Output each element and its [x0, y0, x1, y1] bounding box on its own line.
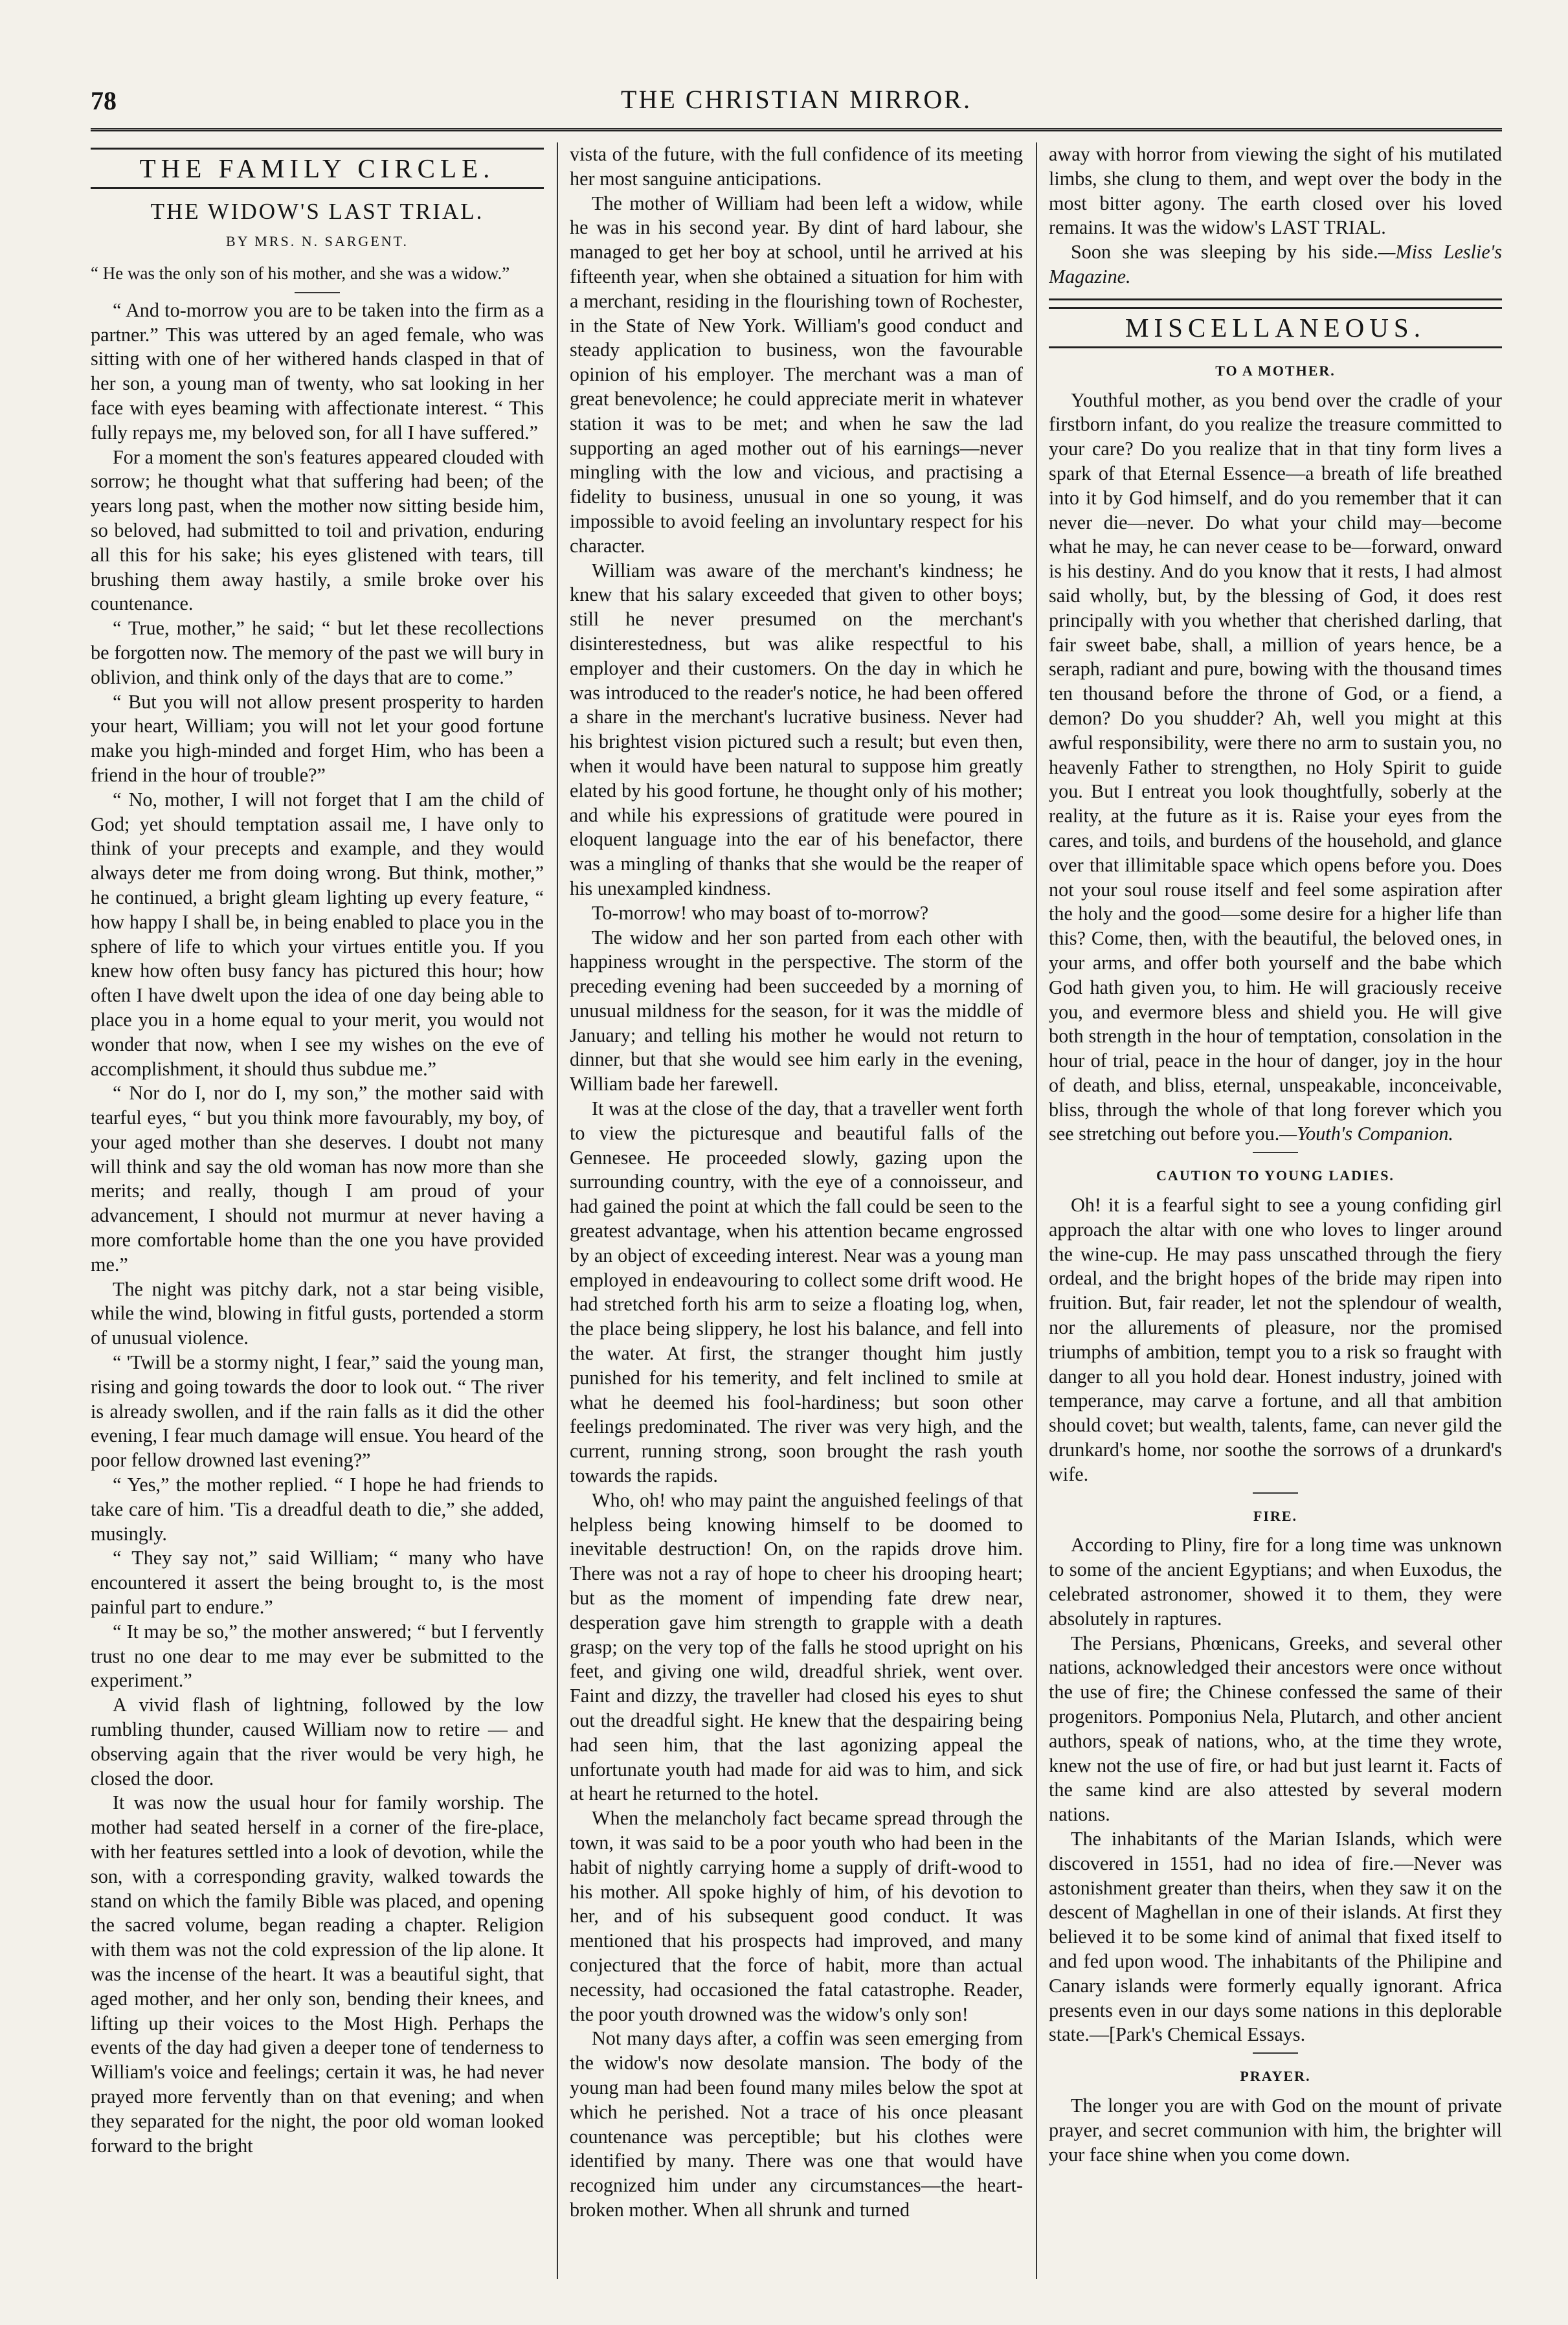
separator	[295, 292, 340, 293]
paragraph	[1049, 240, 1502, 289]
paragraph: vista of the future, with the full confidence of its meeting her most sanguine anticipations.	[570, 143, 1023, 190]
paragraph	[1049, 388, 1502, 1147]
newspaper-title: THE CHRISTIAN MIRROR.	[621, 85, 972, 114]
paragraph: Who, oh! who may paint the anguished feelings of that helpless being knowing himself to be doomed to inevitable destruction! On, on the rapids drove him. There was not a ray of hope to cheer his drooping heart; but as the moment of impending fate drew near, desperation gave him strength to grapple with a death grasp; on the very top of the falls he stood upright on his feet, and giving one wild, dreadful shriek, went over. Faint and dizzy, the traveller had closed his eyes to shut out the dreadful sight. He knew that the despairing being had seen him, that the last agonizing appeal the unfortunate youth had made for aid was to him, and sick at heart he returned to the hotel.	[570, 1488, 1023, 1805]
paragraph: “ Nor do I, nor do I, my son,” the mother said with tearful eyes, “ but you think more favourably, my boy, of your aged mother than she deserves. I doubt not many will think and say the old woman has now more than she merits; and really, though I am proud of your advancement, I should not murmur at never having a more comfortable home than the one you have provided me.”	[91, 1082, 544, 1275]
paragraph: The Persians, Phœnicans, Greeks, and several other nations, acknowledged their ancestors were once without the use of fire; the Chinese confessed the same of their progenitors. Pomponius Nela, Plutarch, and other ancient authors, speak of nations, who, at the time they wrote, knew not the use of fire, or had but just learnt it. Facts of the same kind are also attested by several modern nations.	[1049, 1632, 1502, 1826]
paragraph: Not many days after, a coffin was seen emerging from the widow's now desolate mansion. The body of the young man had been found many miles below the spot at which he perished. Not a trace of his once pleasant countenance was perceptible; but his clothes were identified by many. There was one that would have recognized him under any circumstances—the heart-broken mother. When all shrunk and turned	[570, 2027, 1023, 2221]
paragraph: The longer you are with God on the mount of private prayer, and secret communion with him, the brighter will your face shine when you come down.	[1049, 2094, 1502, 2166]
separator	[1253, 2052, 1298, 2054]
paragraph: When the melancholy fact became spread through the town, it was said to be a poor youth who had been in the habit of nightly carrying home a supply of drift-wood to his mother. All spoke highly of him, of his devotion to her, and of his subsequent good conduct. It was mentioned that his prospects had improved, and many conjectured that the force of habit, more than actual necessity, had occasioned the fatal catastrophe. Reader, the poor youth drowned was the widow's only son!	[570, 1807, 1023, 2025]
article-heading: PRAYER.	[1240, 2068, 1311, 2085]
paragraph: away with horror from viewing the sight of his mutilated limbs, she clung to them, and wept over the body in the most bitter agony. The earth closed over his loved remains. It was the widow's LAST TRIAL.	[1049, 143, 1502, 239]
article-heading: CAUTION TO YOUNG LADIES.	[1156, 1167, 1394, 1184]
byline: BY MRS. N. SARGENT.	[226, 233, 409, 249]
source-credit: —Youth's Companion.	[1279, 1123, 1453, 1145]
paragraph: “ It may be so,” the mother answered; “ but I fervently trust no one dear to me may ever be submitted to the experiment.”	[91, 1620, 544, 1692]
paragraph: “ True, mother,” he said; “ but let these recollections be forgotten now. The memory of the past we will bury in oblivion, and think only of the days that are to come.”	[91, 617, 544, 688]
paragraph: The widow and her son parted from each other with happiness wrought in the perspective. The storm of the preceding evening had been succeeded by a morning of unusual mildness for the season, for it was the middle of January; and telling his mother he would not return to dinner, but that she would see him early in the evening, William bade her farewell.	[570, 926, 1023, 1095]
paragraph: A vivid flash of lightning, followed by the low rumbling thunder, caused William now to retire — and observing again that the river would be very high, he closed the door.	[91, 1694, 544, 1790]
source-credit: —Miss Leslie's Magazine.	[1049, 241, 1502, 287]
separator	[1253, 1492, 1298, 1494]
page-number: 78	[91, 86, 117, 115]
paragraph: Oh! it is a fearful sight to see a young confiding girl approach the altar with one who loves to linger around the wine-cup. He may pass unscathed through the fiery ordeal, and the bright hopes of the bride may ripen into fruition. But, fair reader, let not the splendour of wealth, nor the allurements of pleasure, nor the promised triumphs of ambition, tempt you to a risk so fraught with danger to all you hold dear. Honest industry, joined with temperance, may carve a fortune, and all that ambition should covet; but wealth, talents, fame, can never gild the drunkard's home, nor soothe the sorrows of a drunkard's wife.	[1049, 1194, 1502, 1485]
column-3	[1049, 142, 1502, 2292]
department-heading: MISCELLANEOUS.	[1049, 307, 1502, 348]
page-header	[91, 78, 1502, 129]
paragraph: “ They say not,” said William; “ many who have encountered it assert the being brought to, is the most painful part to endure.”	[91, 1547, 544, 1619]
column-1	[91, 142, 544, 2292]
paragraph: For a moment the son's features appeared clouded with sorrow; he thought what that suffering had been; of the years long past, when the mother now sitting beside him, so beloved, had submitted to toil and privation, enduring all this for his sake; his eyes glistened with tears, till brushing them away hastily, a smile broke over his countenance.	[91, 445, 544, 615]
newspaper-page	[91, 78, 1502, 2292]
paragraph: It was at the close of the day, that a traveller went forth to view the picturesque and beautiful falls of the Gennesee. He proceeded slowly, gazing upon the surrounding country, with the eye of a connoisseur, and had gained the point at which the fall could be seen to the greatest advantage, when his attention became engrossed by an object of exceeding interest. Near was a young man employed in endeavouring to collect some drift wood. He had stretched forth his arm to seize a floating log, when, the place being slippery, he lost his balance, and fell into the water. At first, the stranger thought him justly punished for his temerity, and felt inclined to smile at what he deemed his fool-hardiness; but soon other feelings predominated. The river was very high, and the current, running strong, soon brought the rash youth towards the rapids.	[570, 1097, 1023, 1487]
department-heading: THE FAMILY CIRCLE.	[91, 148, 544, 189]
paragraph: The night was pitchy dark, not a star being visible, while the wind, blowing in fitful gusts, portended a storm of unusual violence.	[91, 1277, 544, 1349]
column-2	[570, 142, 1023, 2292]
article-heading: TO A MOTHER.	[1215, 362, 1336, 379]
epigraph: “ He was the only son of his mother, and she was a widow.”	[91, 263, 510, 283]
paragraph-text: Youthful mother, as you bend over the cradle of your firstborn infant, do you realize the treasure committed to your care? Do you realize that in that tiny form lives a spark of that Eternal Essence—a breath of life breathed into it by God himself, and do you remember that it can never die—never. Do what your child may—become what he may, he can never cease to be—forward, onward is his destiny. And do you know that it rests, I had almost said wholly, but, by the blessing of God, it does rest principally with you whether that cherished darling, that fair sweet babe, shall, a million of years hence, be a seraph, radiant and pure, bowing with the thousand times ten thousand before the throne of God, or a fiend, a demon? Do you shudder? Ah, well you might at this awful responsibility, were there no arm to sustain you, no heavenly Father to strengthen, no Holy Spirit to guide you. But I entreat you look thoughtfully, soberly at the reality, at the future as it is. Raise your eyes from the cares, and toils, and burdens of the household, and glance over that illimitable space which opens before you. Does not your soul rouse itself and feel some aspiration after the holy and the good—some desire for a higher life than this? Come, then, with the beautiful, the beloved ones, in your arms, and offer both yourself and the babe which God hath given you, to him. He will graciously receive you, and evermore bless and shield you. He will give both strength in the hour of temptation, consolation in the hour of trial, peace in the hour of danger, joy in the hour of death, and bliss, eternal, unspeakable, inconceivable, bliss, through the whole of that long forever which you see stretching out before you.	[1049, 388, 1502, 1145]
paragraph: William was aware of the merchant's kindness; he knew that his salary exceeded that given to other boys; still he never presumed on the merchant's disinterestedness, but was alike respectful to his employer and their customers. On the day in which he was introduced to the reader's notice, he had been offered a share in the merchant's lucrative business. Never had his brightest vision pictured such a result; but even then, when it would have been natural to suppose him greatly elated by his good fortune, he thought only of his mother; and while his expressions of gratitude were poured in eloquent language into the ear of his benefactor, there was a mingling of thanks that she would be the reaper of his unexampled kindness.	[570, 559, 1023, 899]
paragraph: “ 'Twill be a stormy night, I fear,” said the young man, rising and going towards the door to look out. “ The river is already swollen, and if the rain falls as it did the other evening, I fear much damage will ensue. You heard of the poor fellow drowned last evening?”	[91, 1351, 544, 1472]
paragraph: “ No, mother, I will not forget that I am the child of God; yet should temptation assail me, I have only to think of your precepts and example, and they would always deter me from doing wrong. But think, mother,” he continued, a bright gleam lighting up every feature, “ how happy I shall be, in being enabled to place you in the sphere of life to which your virtues entitle you. If you knew how often busy fancy has pictured this hour; how often I have dwelt upon the idea of one day being able to place you in a home equal to your merit, you would not wonder that now, when I see my wishes on the eve of accomplishment, it should thus subdue me.”	[91, 788, 544, 1080]
paragraph: “ Yes,” the mother replied. “ I hope he had friends to take care of him. 'Tis a dreadful death to die,” she added, musingly.	[91, 1474, 544, 1545]
section-rule	[1049, 298, 1502, 300]
paragraph: According to Pliny, fire for a long time was unknown to some of the ancient Egyptians; and when Euxodus, the celebrated astronomer, showed it to them, they were absolutely in raptures.	[1049, 1534, 1502, 1630]
header-rule	[91, 128, 1502, 131]
paragraph: “ But you will not allow present prosperity to harden your heart, William; you will not let your good fortune make you high-minded and forget Him, who has been a friend in the hour of trouble?”	[91, 690, 544, 786]
paragraph: The inhabitants of the Marian Islands, which were discovered in 1551, had no idea of fire.—Never was astonishment greater than theirs, when they saw it on the descent of Maghellan in one of their islands. At first they believed it to be some kind of animal that fixed itself to and fed upon wood. The inhabitants of the Philipine and Canary islands were formerly equally ignorant. Africa presents even in our days some nations in this deplorable state.—[Park's Chemical Essays.	[1049, 1828, 1502, 2046]
paragraph: It was now the usual hour for family worship. The mother had seated herself in a corner of the fire-place, with her features settled into a look of devotion, while the son, with a corresponding gravity, walked towards the stand on which the family Bible was placed, and opening the sacred volume, began reading a chapter. Religion with them was not the cold expression of the lip alone. It was the incense of the heart. It was a beautiful sight, that aged mother, and her only son, bending their knees, and lifting up their voices to the Most High. Perhaps the events of the day had given a deeper tone of tenderness to William's voice and feelings; certain it was, he had never prayed more fervently than on that evening; and when they separated for the night, the poor old woman looked forward to the bright	[91, 1791, 544, 2157]
separator	[1253, 1152, 1298, 1153]
paragraph: “ And to-morrow you are to be taken into the firm as a partner.” This was uttered by an aged female, who was sitting with one of her withered hands clasped in that of her son, a young man of twenty, who sat looking in her face with eyes beaming with affectionate interest. “ This fully repays me, my beloved son, for all I have suffered.”	[91, 298, 544, 444]
story-title: THE WIDOW'S LAST TRIAL.	[150, 199, 484, 224]
paragraph: The mother of William had been left a widow, while he was in his second year. By dint of hard labour, she managed to get her boy at school, until he arrived at his fifteenth year, when she obtained a situation for him with a merchant, residing in the flourishing town of Rochester, in the State of New York. William's good conduct and steady application to business, won the favourable opinion of his employer. The merchant was a man of great benevolence; he could appreciate merit in whatever station it was to be met; and when he saw the lad supporting an aged mother out of his earnings—never mingling with the low and vicious, and practising a fidelity to business, unusual in one so young, it was impossible to avoid feeling an involuntary respect for his character.	[570, 192, 1023, 557]
paragraph-text: Soon she was sleeping by his side.	[1071, 241, 1378, 264]
article-heading: FIRE.	[1253, 1507, 1298, 1524]
paragraph: To-morrow! who may boast of to-morrow?	[592, 901, 929, 924]
